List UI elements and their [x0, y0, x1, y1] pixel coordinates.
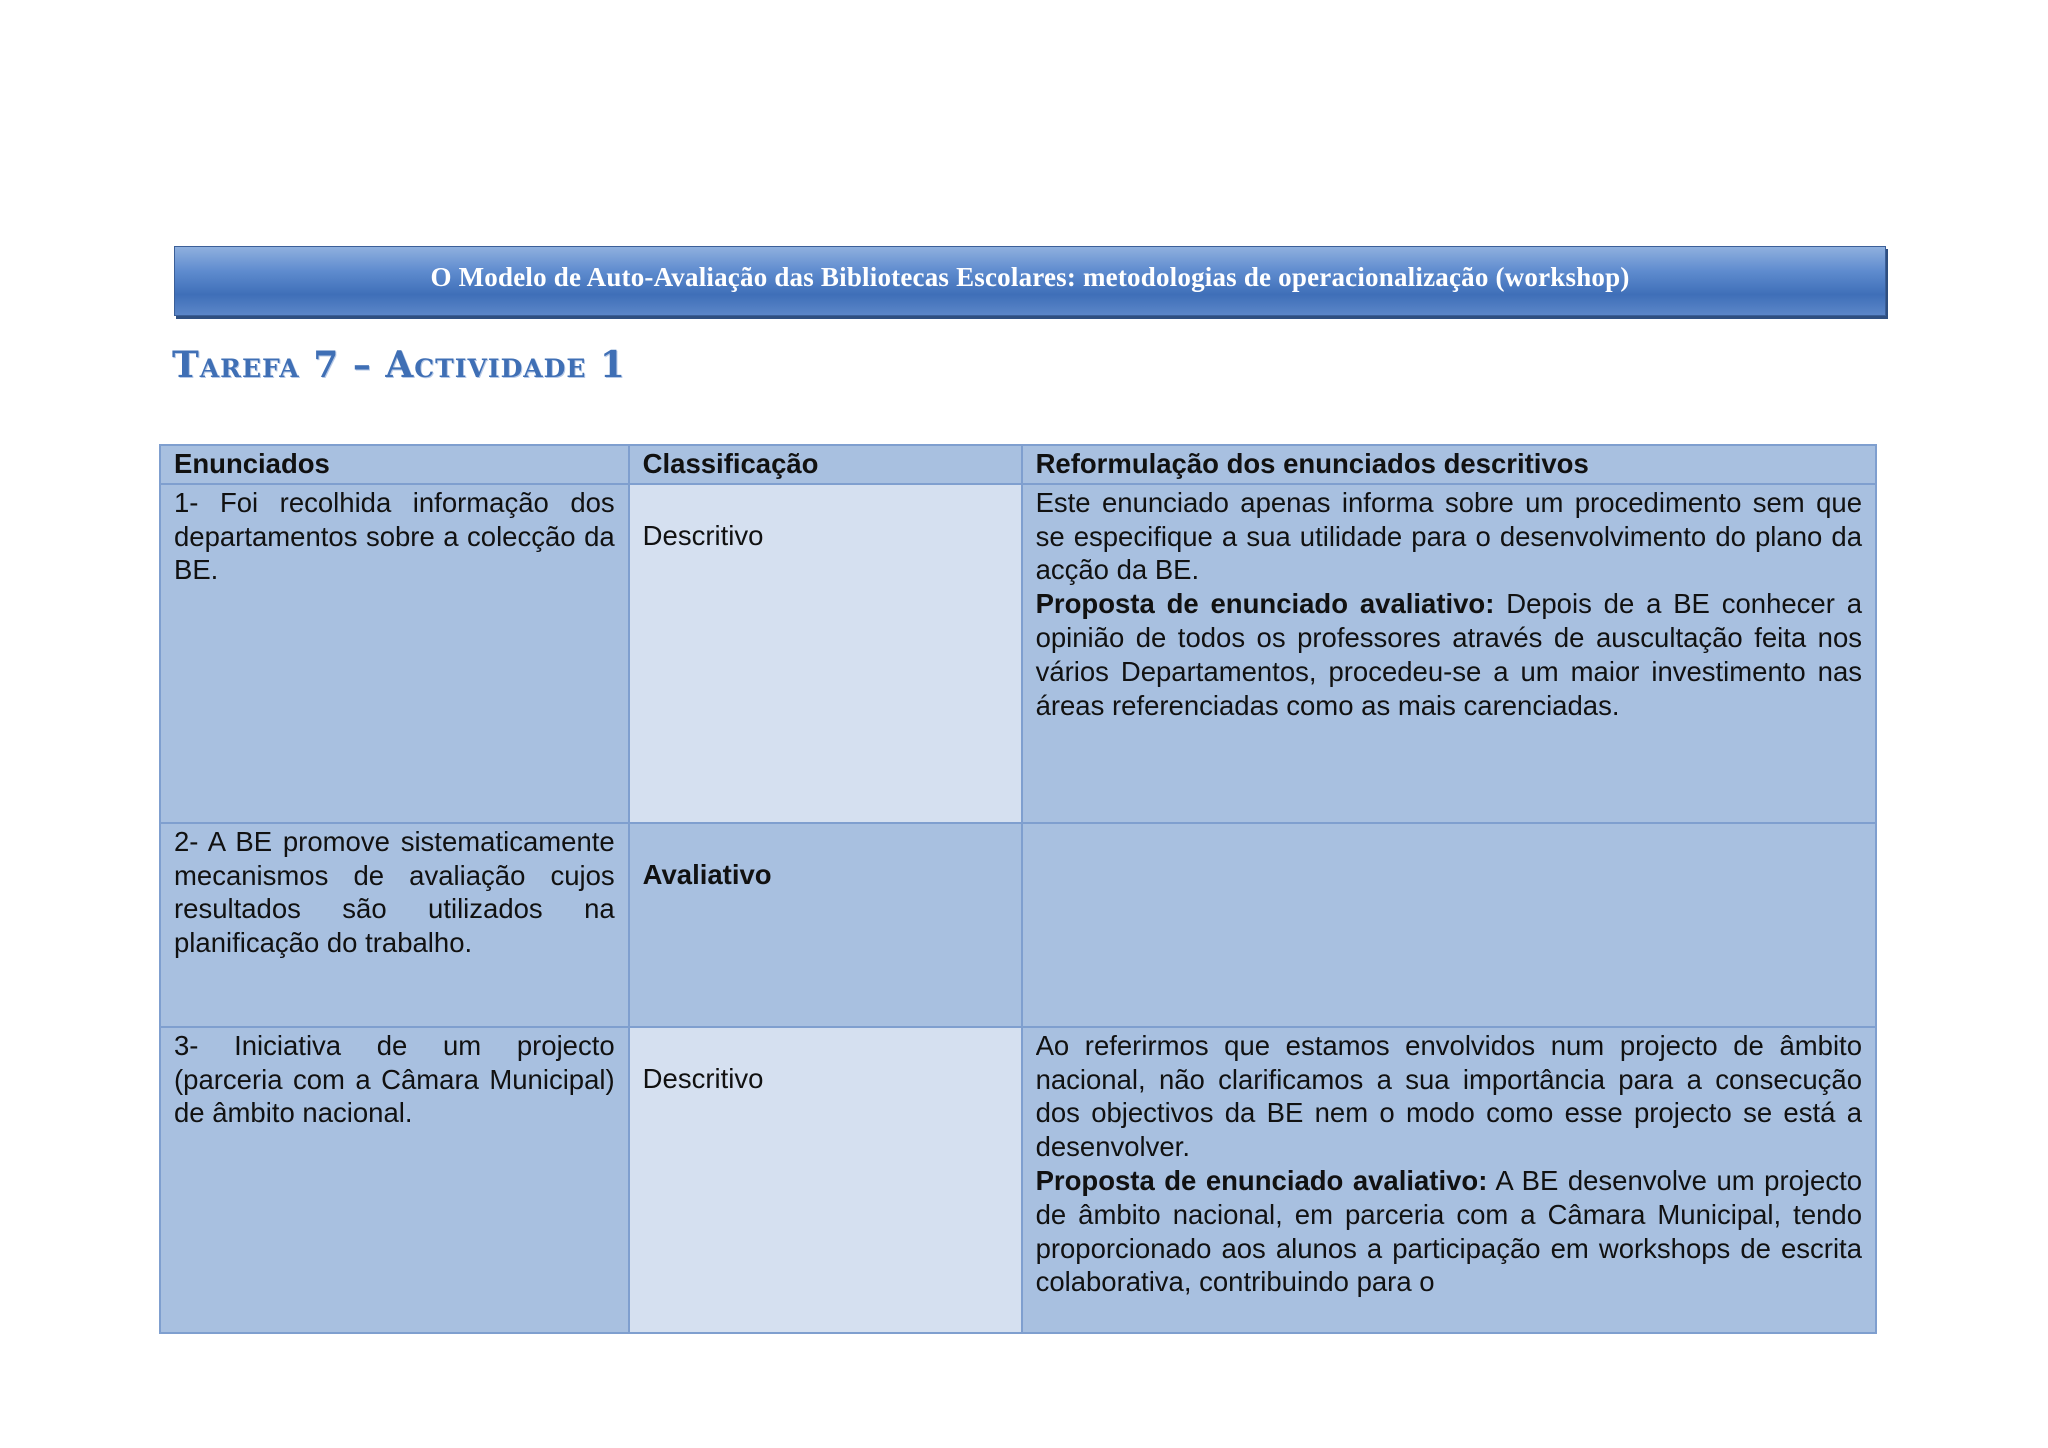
statements-table	[159, 444, 1877, 1334]
proposta-paragraph	[1036, 1164, 1862, 1297]
reformulacao-cell	[1022, 484, 1876, 823]
table-header-row	[160, 445, 1876, 484]
table-row	[160, 484, 1876, 823]
header-classificacao: Classificação	[629, 445, 1022, 484]
classificacao-cell: Descritivo	[629, 484, 1022, 823]
reformulacao-text: Este enunciado apenas informa sobre um procedimento sem que se especifique a sua utilidade para o desenvolvimento do plano da acção da BE.	[1035, 486, 1862, 586]
reformulacao-cell	[1022, 1027, 1876, 1333]
banner-title: O Modelo de Auto-Avaliação das Bibliotecas Escolares: metodologias de operacionalização (workshop)	[430, 261, 1630, 292]
proposta-text: A BE desenvolve um projecto de âmbito nacional, em parceria com a Câmara Municipal, tendo proporcionado aos alunos a participação em workshops de escrita colaborativa, contribuindo para o	[1035, 1164, 1862, 1297]
header-enunciados: Enunciados	[160, 445, 629, 484]
header-reformulacao: Reformulação dos enunciados descritivos	[1022, 445, 1876, 484]
table-row	[160, 823, 1876, 1027]
enunciado-cell: 1- Foi recolhida informação dos departamentos sobre a colecção da BE.	[160, 484, 629, 823]
proposta-label: Proposta de enunciado avaliativo:	[1035, 1164, 1488, 1196]
proposta-text: Depois de a BE conhecer a opinião de todos os professores através de auscultação feita nos vários Departamentos, procedeu-se a um maior investimento nas áreas referenciadas como as mais carenciadas.	[1035, 588, 1862, 721]
reformulacao-cell	[1022, 823, 1876, 1027]
header-banner	[174, 246, 1886, 316]
proposta-paragraph	[1036, 587, 1862, 722]
classificacao-cell: Avaliativo	[629, 823, 1022, 1027]
enunciado-cell: 3- Iniciativa de um projecto (parceria com a Câmara Municipal) de âmbito nacional.	[160, 1027, 629, 1333]
table-row	[160, 1027, 1876, 1333]
task-heading: Tarefa 7 – Actividade 1	[172, 344, 626, 386]
enunciado-cell: 2- A BE promove sistematicamente mecanismos de avaliação cujos resultados são utilizados na planificação do trabalho.	[160, 823, 629, 1027]
reformulacao-text: Ao referirmos que estamos envolvidos num projecto de âmbito nacional, não clarificamos a sua importância para a consecução dos objectivos da BE nem o modo como esse projecto se está a desenvolver.	[1035, 1029, 1862, 1163]
reformulacao-clip	[1036, 1029, 1862, 1297]
classificacao-cell: Descritivo	[629, 1027, 1022, 1333]
proposta-label: Proposta de enunciado avaliativo:	[1035, 588, 1495, 620]
